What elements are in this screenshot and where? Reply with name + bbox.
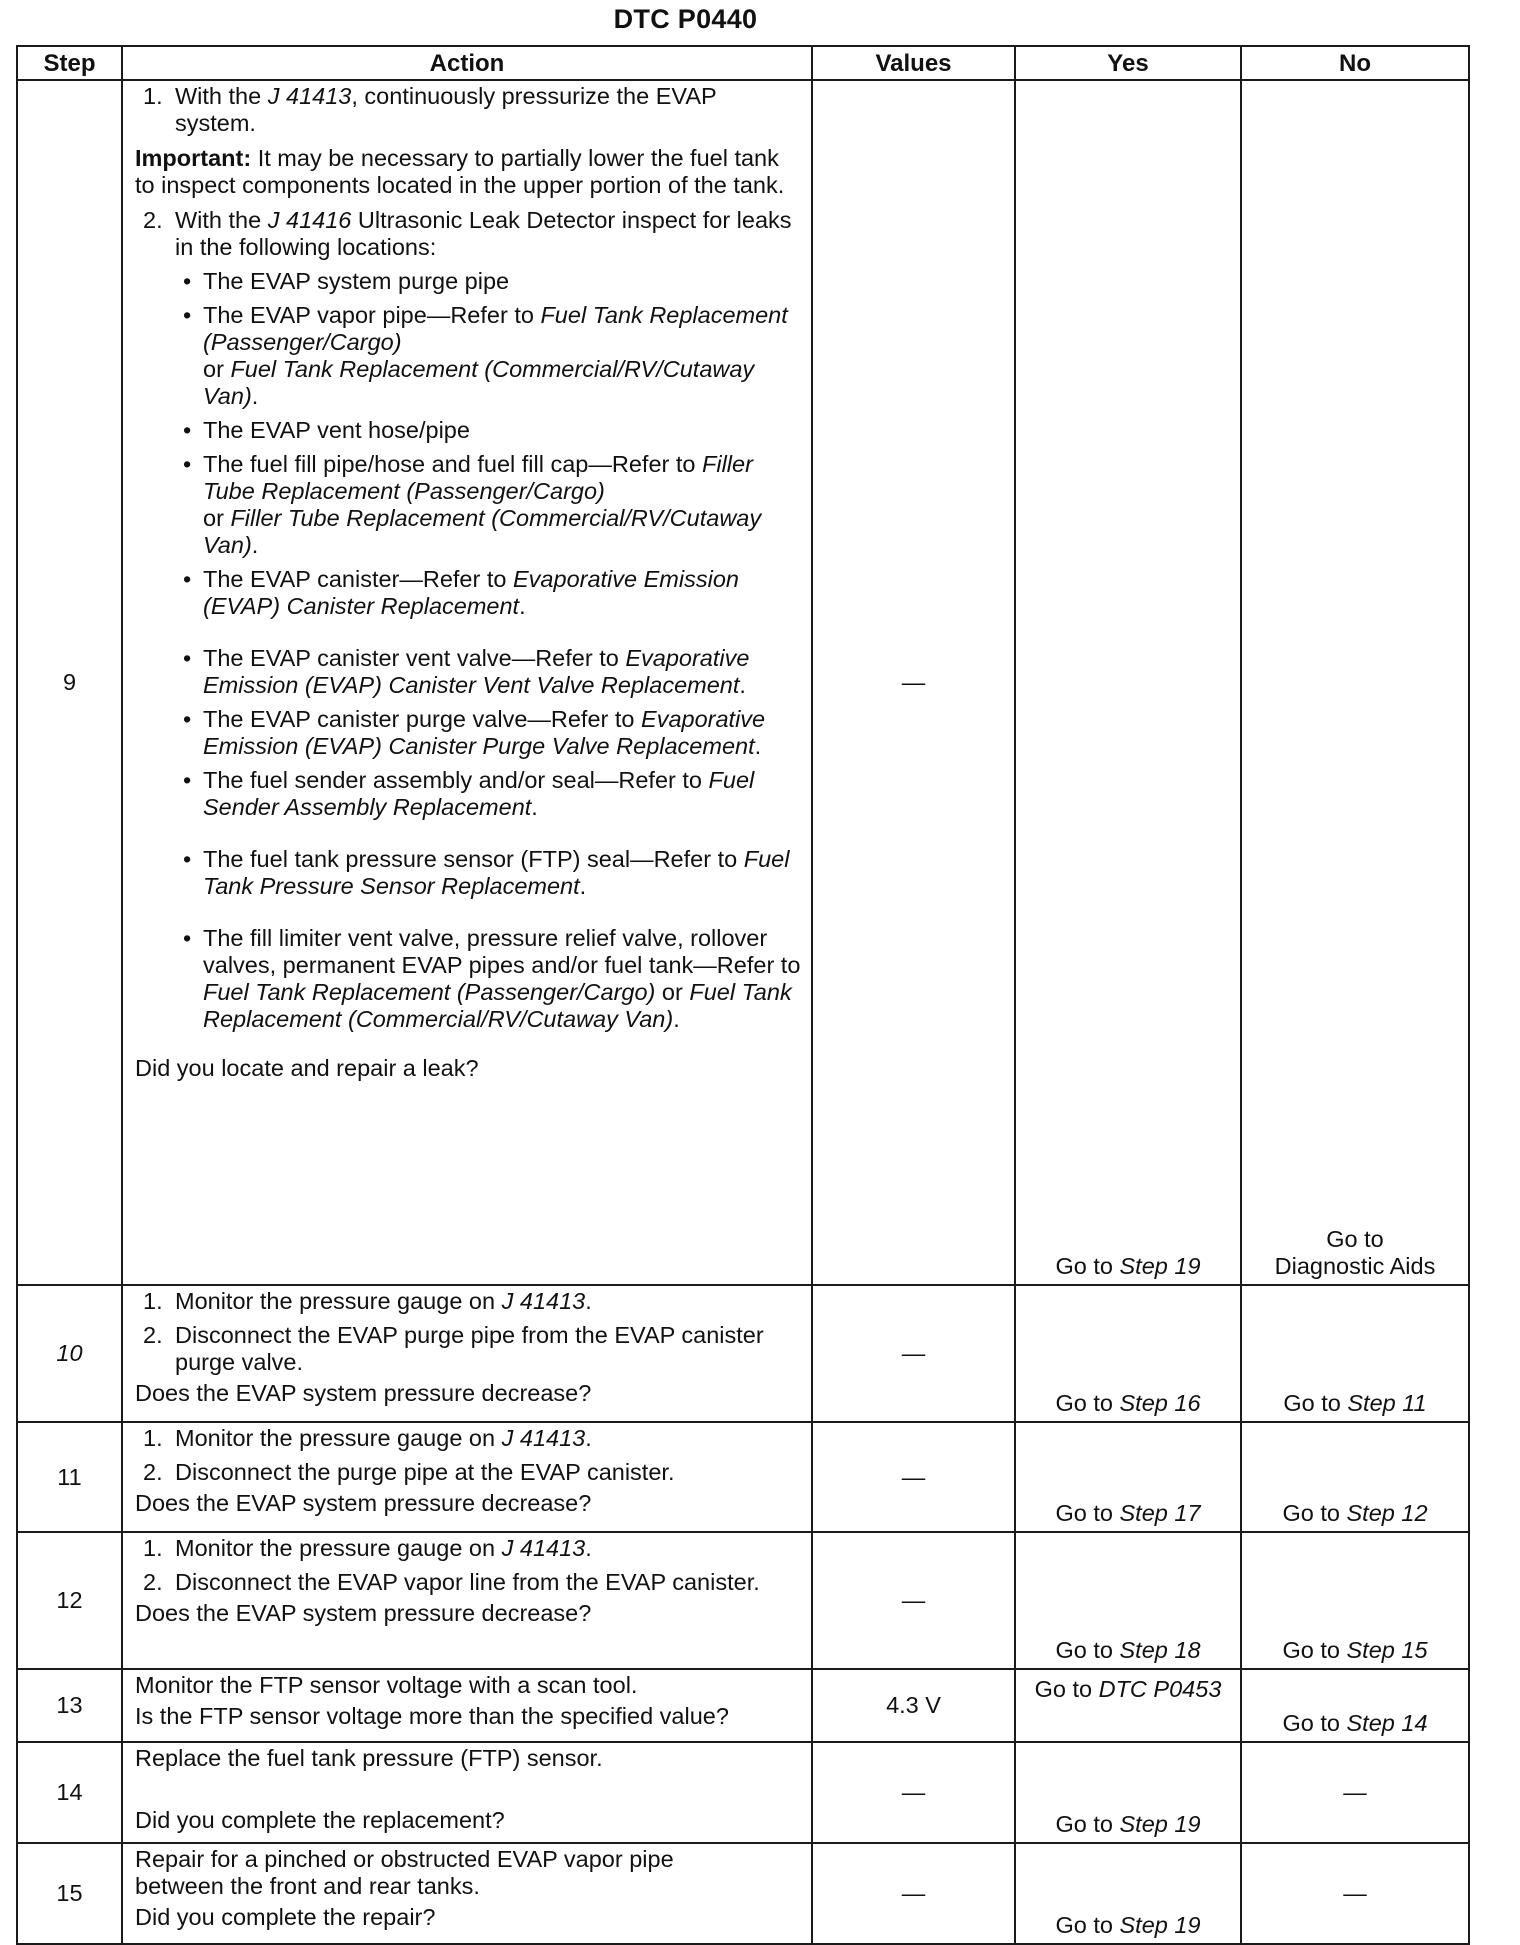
header-no: No: [1241, 46, 1469, 80]
item-text: The fill limiter vent valve, pressure relief valve, rollover valves, permanent EVAP pipes and/or fuel tank—Refer to: [203, 925, 801, 978]
procedure-link[interactable]: Evaporative Emission (EVAP) Canister Purge Valve Replacement: [203, 706, 766, 759]
step-number: 12: [17, 1532, 122, 1669]
item-text: The EVAP vapor pipe—Refer to: [203, 302, 541, 328]
step-link[interactable]: Step 15: [1346, 1637, 1428, 1663]
no-text: Go to: [1282, 1637, 1347, 1663]
values-cell: —: [812, 1843, 1015, 1944]
action-text: Ultrasonic Leak Detector inspect for leaks in the following locations:: [175, 207, 792, 260]
item-number: 1.: [143, 1535, 163, 1561]
table-row-step-10: [17, 1285, 1469, 1422]
procedure-link[interactable]: Fuel Tank Replacement (Passenger/Cargo): [203, 979, 656, 1005]
header-row: [17, 46, 1469, 80]
step-number: 11: [17, 1422, 122, 1532]
step-number: 9: [17, 80, 122, 1285]
yes-cell: [1015, 1532, 1241, 1669]
no-cell: [1241, 80, 1469, 1285]
procedure-link[interactable]: Filler Tube Replacement (Passenger/Cargo): [203, 451, 753, 504]
action-cell: [122, 1742, 812, 1843]
item-text: The EVAP system purge pipe: [203, 268, 510, 294]
yes-text: Go to: [1055, 1390, 1120, 1416]
action-text: Repair for a pinched or obstructed EVAP vapor pipe between the front and rear tanks.: [135, 1846, 674, 1899]
yes-cell: [1015, 1742, 1241, 1843]
tool-ref: J 41413: [501, 1535, 586, 1561]
step-link[interactable]: Step 17: [1119, 1500, 1201, 1526]
step-number: 14: [17, 1742, 122, 1843]
no-text: Go to: [1282, 1500, 1347, 1526]
values-cell: —: [812, 1422, 1015, 1532]
action-text: Disconnect the EVAP vapor line from the EVAP canister.: [175, 1569, 760, 1595]
values-cell: —: [812, 80, 1015, 1285]
yes-text: Go to: [1055, 1811, 1120, 1837]
action-text: Monitor the FTP sensor voltage with a scan tool.: [135, 1672, 638, 1698]
procedure-link[interactable]: Evaporative Emission (EVAP) Canister Replacement: [203, 566, 739, 619]
list-item: • The EVAP canister purge valve—Refer to Evaporative Emission (EVAP) Canister Purge Valve Replacement.: [203, 706, 803, 760]
table-row-step-11: [17, 1422, 1469, 1532]
question: Does the EVAP system pressure decrease?: [135, 1380, 592, 1406]
action-text: Monitor the pressure gauge on: [175, 1535, 502, 1561]
action-cell: 1. Monitor the pressure gauge on J 41413. 2. Disconnect the EVAP purge pipe from the EVAP canister purge valve. Does the EVAP system pressure decrease?: [122, 1285, 812, 1422]
procedure-link[interactable]: Filler Tube Replacement (Commercial/RV/Cutaway Van): [203, 505, 762, 558]
header-action: Action: [122, 46, 812, 80]
yes-cell: [1015, 1843, 1241, 1944]
question: Is the FTP sensor voltage more than the specified value?: [135, 1703, 729, 1729]
procedure-link[interactable]: Fuel Tank Replacement (Commercial/RV/Cutaway Van): [203, 356, 755, 409]
table-row-step-15: [17, 1843, 1469, 1944]
item-text: The fuel tank pressure sensor (FTP) seal—Refer to: [203, 846, 744, 872]
diagnostic-table: [16, 45, 1470, 1945]
item-number: 2.: [143, 207, 163, 233]
procedure-link[interactable]: Fuel Tank Replacement (Commercial/RV/Cutaway Van): [203, 979, 792, 1032]
action-text: Monitor the pressure gauge on: [175, 1425, 502, 1451]
action-cell: [122, 1669, 812, 1742]
step-link[interactable]: Step 19: [1119, 1811, 1201, 1837]
action-text: Replace the fuel tank pressure (FTP) sensor.: [135, 1745, 603, 1771]
item-number: 2.: [143, 1569, 163, 1595]
dtc-link[interactable]: DTC P0453: [1098, 1676, 1222, 1702]
item-text: The EVAP canister—Refer to: [203, 566, 513, 592]
no-text: Go to: [1282, 1710, 1347, 1736]
action-text: Monitor the pressure gauge on: [175, 1288, 502, 1314]
item-number: 1.: [143, 83, 163, 109]
diagnostic-aids-link[interactable]: Diagnostic Aids: [1274, 1253, 1436, 1279]
header-values: Values: [812, 46, 1015, 80]
yes-text: Go to: [1055, 1500, 1120, 1526]
step-number: 10: [17, 1285, 122, 1422]
action-cell: 1. Monitor the pressure gauge on J 41413. 2. Disconnect the purge pipe at the EVAP canister. Does the EVAP system pressure decrease?: [122, 1422, 812, 1532]
important-text: It may be necessary to partially lower the fuel tank to inspect components located in the upper portion of the tank.: [135, 145, 785, 198]
list-item: • The fuel sender assembly and/or seal—Refer to Fuel Sender Assembly Replacement.: [203, 767, 803, 821]
action-text: , continuously pressurize the EVAP system.: [175, 83, 717, 136]
list-item: • The fuel tank pressure sensor (FTP) seal—Refer to Fuel Tank Pressure Sensor Replacement.: [203, 846, 803, 900]
action-cell: 1. Monitor the pressure gauge on J 41413. 2. Disconnect the EVAP vapor line from the EVAP canister. Does the EVAP system pressure decrease?: [122, 1532, 812, 1669]
tool-ref: J 41416: [267, 207, 352, 233]
yes-cell: [1015, 1285, 1241, 1422]
item-text: The EVAP canister purge valve—Refer to: [203, 706, 642, 732]
yes-text: Go to: [1055, 1637, 1120, 1663]
yes-cell: [1015, 1669, 1241, 1742]
procedure-link[interactable]: Fuel Tank Pressure Sensor Replacement: [203, 846, 790, 899]
action-text: With the: [175, 207, 268, 233]
list-item: • The EVAP canister vent valve—Refer to Evaporative Emission (EVAP) Canister Vent Valve Replacement.: [203, 645, 803, 699]
list-item: • The fill limiter vent valve, pressure relief valve, rollover valves, permanent EVAP pipes and/or fuel tank—Refer to Fuel Tank Replacement (Passenger/Cargo) or Fuel Tank Replacement (Commercial/RV/Cutaway Van).: [203, 925, 803, 1033]
step-link[interactable]: Step 16: [1119, 1390, 1201, 1416]
yes-cell: [1015, 1422, 1241, 1532]
tool-ref: J 41413: [501, 1288, 586, 1314]
item-text: The fuel sender assembly and/or seal—Refer to: [203, 767, 709, 793]
header-yes: Yes: [1015, 46, 1241, 80]
list-item: • The EVAP canister—Refer to Evaporative Emission (EVAP) Canister Replacement.: [203, 566, 803, 620]
yes-cell: [1015, 80, 1241, 1285]
step-link[interactable]: Step 18: [1119, 1637, 1201, 1663]
item-number: 1.: [143, 1425, 163, 1451]
values-cell: —: [812, 1285, 1015, 1422]
location-list: [135, 268, 803, 1033]
tool-ref: J 41413: [501, 1425, 586, 1451]
list-item: [203, 268, 803, 295]
no-cell: [1241, 1422, 1469, 1532]
page-title: DTC P0440: [613, 4, 758, 34]
step-link[interactable]: Step 11: [1347, 1390, 1427, 1416]
procedure-link[interactable]: Evaporative Emission (EVAP) Canister Vent Valve Replacement: [203, 645, 750, 698]
action-text: Disconnect the EVAP purge pipe from the EVAP canister purge valve.: [175, 1322, 764, 1375]
question: Did you locate and repair a leak?: [135, 1055, 479, 1081]
no-cell: [1241, 1669, 1469, 1742]
no-text: Go to: [1283, 1390, 1348, 1416]
action-cell: [122, 1843, 812, 1944]
step-link[interactable]: Step 19: [1119, 1253, 1201, 1279]
yes-text: Go to: [1034, 1676, 1099, 1702]
action-text: With the: [175, 83, 268, 109]
item-number: 2.: [143, 1459, 163, 1485]
item-text: The EVAP vent hose/pipe: [203, 417, 470, 443]
step-number: 13: [17, 1669, 122, 1742]
values-cell: —: [812, 1742, 1015, 1843]
values-cell: 4.3 V: [812, 1669, 1015, 1742]
yes-text: Go to: [1055, 1912, 1120, 1938]
item-text: The EVAP canister vent valve—Refer to: [203, 645, 626, 671]
list-item: • The EVAP vapor pipe—Refer to Fuel Tank Replacement (Passenger/Cargo) or Fuel Tank Replacement (Commercial/RV/Cutaway Van).: [203, 302, 803, 410]
action-text: Disconnect the purge pipe at the EVAP canister.: [175, 1459, 675, 1485]
action-cell: [122, 80, 812, 1285]
question: Does the EVAP system pressure decrease?: [135, 1490, 592, 1516]
table-row-step-9: [17, 80, 1469, 1285]
item-text: or: [655, 979, 690, 1005]
no-cell: [1241, 1532, 1469, 1669]
procedure-link[interactable]: Fuel Sender Assembly Replacement: [203, 767, 755, 820]
table-row-step-14: [17, 1742, 1469, 1843]
question: Does the EVAP system pressure decrease?: [135, 1600, 592, 1626]
procedure-link[interactable]: Fuel Tank Replacement (Passenger/Cargo): [203, 302, 788, 355]
step-link[interactable]: Step 19: [1119, 1912, 1201, 1938]
step-link[interactable]: Step 12: [1346, 1500, 1428, 1526]
no-cell: [1241, 1285, 1469, 1422]
yes-text: Go to: [1055, 1253, 1120, 1279]
question: Did you complete the replacement?: [135, 1807, 505, 1833]
question: Did you complete the repair?: [135, 1904, 436, 1930]
step-number: 15: [17, 1843, 122, 1944]
important-label: Important:: [135, 145, 252, 171]
item-text: or: [203, 505, 231, 531]
header-step: Step: [17, 46, 122, 80]
item-number: 1.: [143, 1288, 163, 1314]
item-text: or: [203, 356, 231, 382]
step-link[interactable]: Step 14: [1346, 1710, 1428, 1736]
table-row-step-13: [17, 1669, 1469, 1742]
list-item: [203, 417, 803, 444]
values-cell: —: [812, 1532, 1015, 1669]
tool-ref: J 41413: [267, 83, 352, 109]
item-number: 2.: [143, 1322, 163, 1348]
no-cell: —: [1241, 1843, 1469, 1944]
important-note: [135, 145, 803, 199]
no-text: Go to: [1326, 1226, 1384, 1252]
list-item: • The fuel fill pipe/hose and fuel fill cap—Refer to Filler Tube Replacement (Passenger/Cargo) or Filler Tube Replacement (Commercial/RV/Cutaway Van).: [203, 451, 803, 559]
no-cell: —: [1241, 1742, 1469, 1843]
table-row-step-12: [17, 1532, 1469, 1669]
item-text: The fuel fill pipe/hose and fuel fill cap—Refer to: [203, 451, 702, 477]
